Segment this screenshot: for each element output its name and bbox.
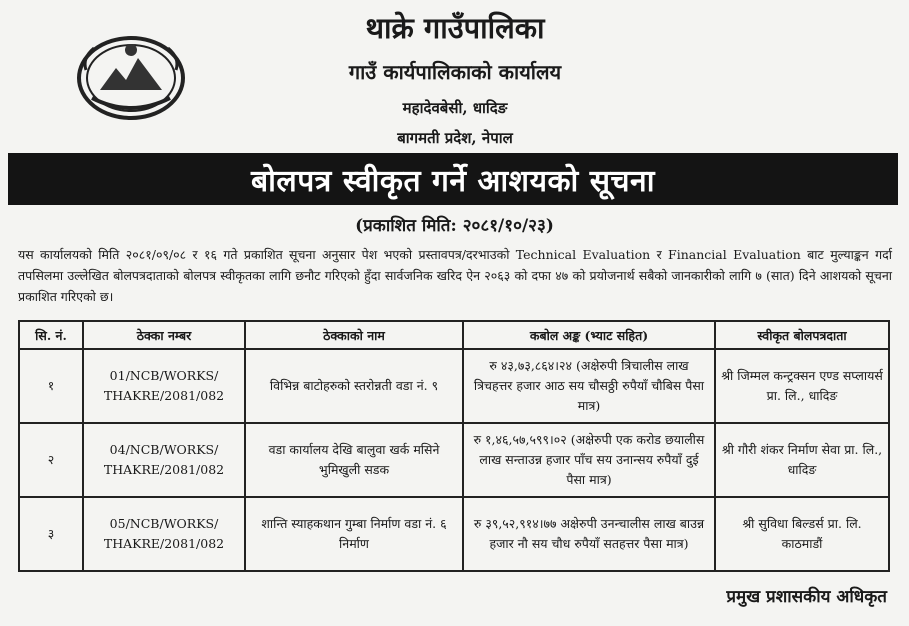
notice-title: बोलपत्र स्वीकृत गर्ने आशयको सूचना [251, 163, 655, 199]
cell-contract-number: 04/NCB/WORKS/ THAKRE/2081/082 [83, 423, 245, 497]
office-location: महादेवबेसी, धादिङ [402, 99, 508, 117]
table-row [19, 423, 889, 497]
table-row [19, 497, 889, 571]
cell-serial: १ [19, 349, 83, 423]
cell-bid-amount: रु ४३,७३,८६४।२४ (अक्षेरुपी त्रिचालीस लाख त्रिचहत्तर हजार आठ सय चौसठ्ठी रुपैयाँ चौबिस पैसा मात्र) [463, 349, 715, 423]
cell-contract-number: 05/NCB/WORKS/ THAKRE/2081/082 [83, 497, 245, 571]
municipality-name: थाक्रे गाउँपालिका [365, 11, 545, 45]
cell-contract-name: विभिन्न बाटोहरुको स्तरोन्नती वडा नं. ९ [245, 349, 463, 423]
cell-bid-amount: रु १,४६,५७,५९९।०२ (अक्षेरुपी एक करोड छयालीस लाख सन्ताउन्न हजार पाँच सय उनान्सय रुपैयाँ दुई पैसा मात्र) [463, 423, 715, 497]
notice-title-banner [8, 153, 898, 205]
nepal-emblem-icon [72, 28, 190, 124]
office-name: गाउँ कार्यपालिकाको कार्यालय [348, 60, 562, 84]
cell-contract-number: 01/NCB/WORKS/ THAKRE/2081/082 [83, 349, 245, 423]
cell-serial: २ [19, 423, 83, 497]
tender-table [18, 320, 890, 572]
header-contract-name: ठेक्काको नाम [245, 321, 463, 349]
header-bid-amount: कबोल अङ्क (भ्याट सहित) [463, 321, 715, 349]
cell-approved-bidder: श्री सुविधा बिल्डर्स प्रा. लि. काठमाडौं [715, 497, 889, 571]
cell-approved-bidder: श्री गौरी शंकर निर्माण सेवा प्रा. लि., धादिङ [715, 423, 889, 497]
signatory-title: प्रमुख प्रशासकीय अधिकृत [726, 587, 887, 607]
province-name: बागमती प्रदेश, नेपाल [397, 129, 513, 147]
table-header-row [19, 321, 889, 349]
published-date: (प्रकाशित मिति: २०८१/१०/२३) [355, 216, 554, 236]
cell-approved-bidder: श्री जिम्मल कन्ट्रक्सन एण्ड सप्लायर्स प्रा. लि., धादिङ [715, 349, 889, 423]
table-row [19, 349, 889, 423]
notice-body: यस कार्यालयको मिति २०८१/०९/०८ र १६ गते प्रकाशित सूचना अनुसार पेश भएको प्रस्तावपत्र/दरभाउको Technical Evaluation र Financial Evaluation बाट मुल्याङ्कन गर्दा तपसिलमा उल्लेखित बोलपत्रदाताको बोलपत्र स्वीकृतका लागि छनौट गरिएको हुँदा सार्वजनिक खरिद ऐन २०६३ को दफा ४७ को प्रयोजनार्थ सबैको जानकारीको लागि ७ (सात) दिने आशयको सूचना प्रकाशित गरिएको छ। [18, 247, 892, 304]
header-serial: सि. नं. [19, 321, 83, 349]
header-approved-bidder: स्वीकृत बोलपत्रदाता [715, 321, 889, 349]
cell-contract-name: वडा कार्यालय देखि बालुवा खर्क मसिने भुमिखुली सडक [245, 423, 463, 497]
cell-serial: ३ [19, 497, 83, 571]
cell-contract-name: शान्ति स्याहकथान गुम्बा निर्माण वडा नं. ६ निर्माण [245, 497, 463, 571]
cell-bid-amount: रु ३९,५२,९१४।७७ अक्षेरुपी उनन्चालीस लाख बाउन्न हजार नौ सय चौध रुपैयाँ सतहत्तर पैसा मात्र) [463, 497, 715, 571]
header-contract-number: ठेक्का नम्बर [83, 321, 245, 349]
